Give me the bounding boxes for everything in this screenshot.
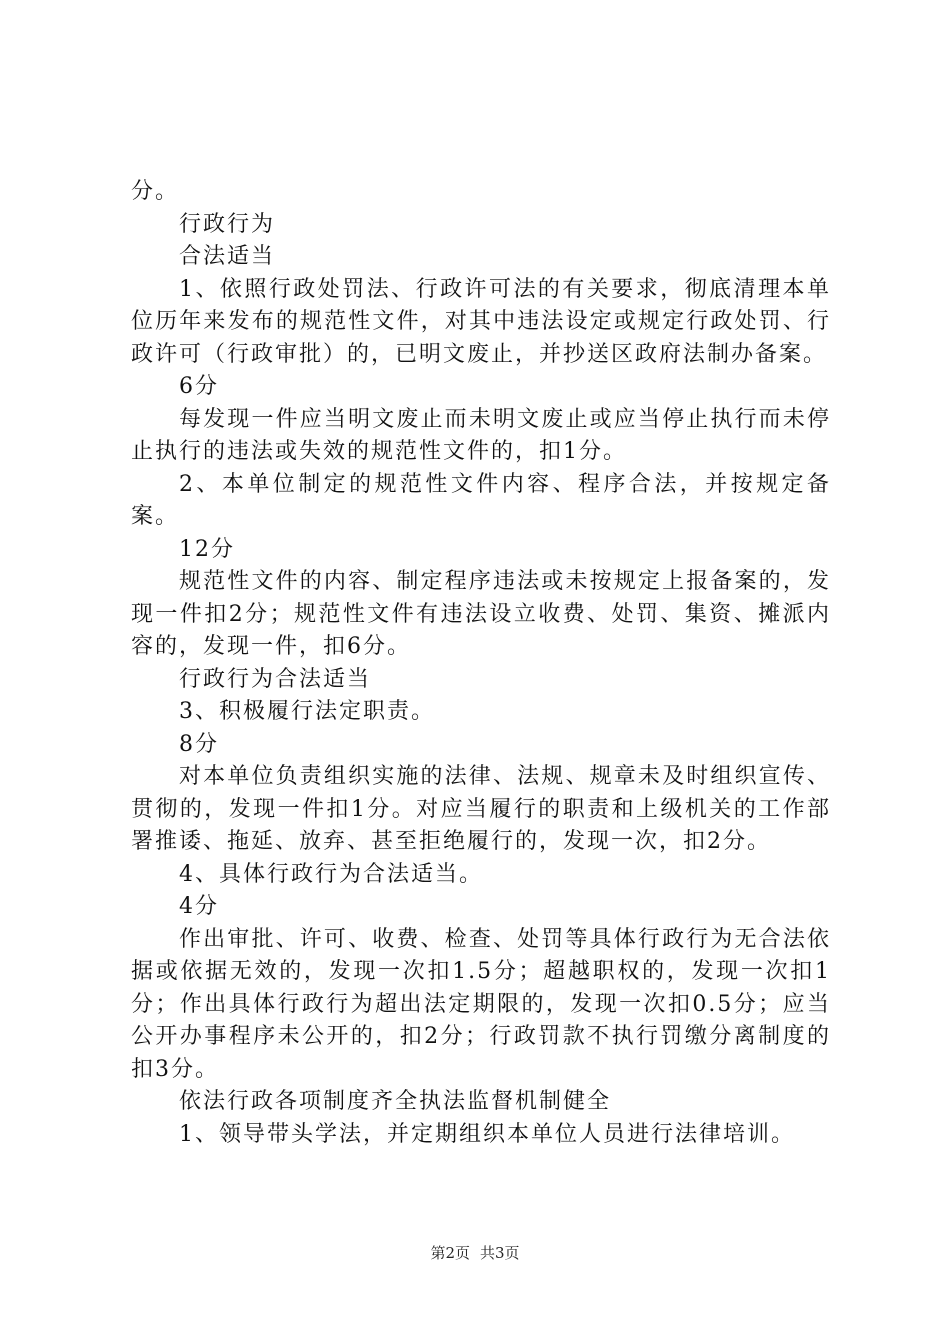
- paragraph: 规范性文件的内容、制定程序违法或未按规定上报备案的，发现一件扣2分；规范性文件有违法设立收费、处罚、集资、摊派内容的，发现一件，扣6分。: [131, 569, 831, 659]
- paragraph: 8分: [179, 731, 219, 757]
- paragraph: 6分: [179, 374, 219, 399]
- paragraph: 分。: [131, 179, 180, 204]
- paragraph: 1、依照行政处罚法、行政许可法的有关要求，彻底清理本单位历年来发布的规范性文件，对其中违法设定或规定行政处罚、行政许可（行政审批）的，已明文废止，并抄送区政府法制办备案。: [131, 276, 831, 367]
- paragraph: 作出审批、许可、收费、检查、处罚等具体行政行为无合法依据或依据无效的，发现一次扣1.5分；超越职权的，发现一次扣1分；作出具体行政行为超出法定期限的，发现一次扣0.5分；应当公开办事程序未公开的，扣2分；行政罚款不执行罚缴分离制度的扣3分。: [131, 926, 831, 1082]
- paragraph: 对本单位负责组织实施的法律、法规、规章未及时组织宣传、贯彻的，发现一件扣1分。对应当履行的职责和上级机关的工作部署推诿、拖延、放弃、甚至拒绝履行的，发现一次，扣2分。: [131, 764, 831, 854]
- paragraph: 3、积极履行法定职责。: [179, 699, 435, 724]
- paragraph: 行政行为: [179, 211, 276, 237]
- paragraph: 12分: [179, 536, 235, 562]
- page-number: 第2页: [430, 1244, 470, 1262]
- paragraph: 4、具体行政行为合法适当。: [179, 861, 483, 887]
- paragraph: 每发现一件应当明文废止而未明文废止或应当停止执行而未停止执行的违法或失效的规范性文件的，扣1分。: [131, 406, 831, 464]
- document-body: [131, 176, 831, 1151]
- page-total: 共3页: [480, 1244, 520, 1262]
- paragraph: 1、领导带头学法，并定期组织本单位人员进行法律培训。: [179, 1121, 795, 1147]
- paragraph: 依法行政各项制度齐全执法监督机制健全: [179, 1089, 612, 1114]
- paragraph: 行政行为合法适当: [179, 666, 372, 692]
- paragraph: 合法适当: [179, 244, 276, 269]
- paragraph: 2、本单位制定的规范性文件内容、程序合法，并按规定备案。: [131, 471, 831, 529]
- paragraph: 4分: [179, 894, 219, 919]
- page-footer: [0, 1242, 950, 1263]
